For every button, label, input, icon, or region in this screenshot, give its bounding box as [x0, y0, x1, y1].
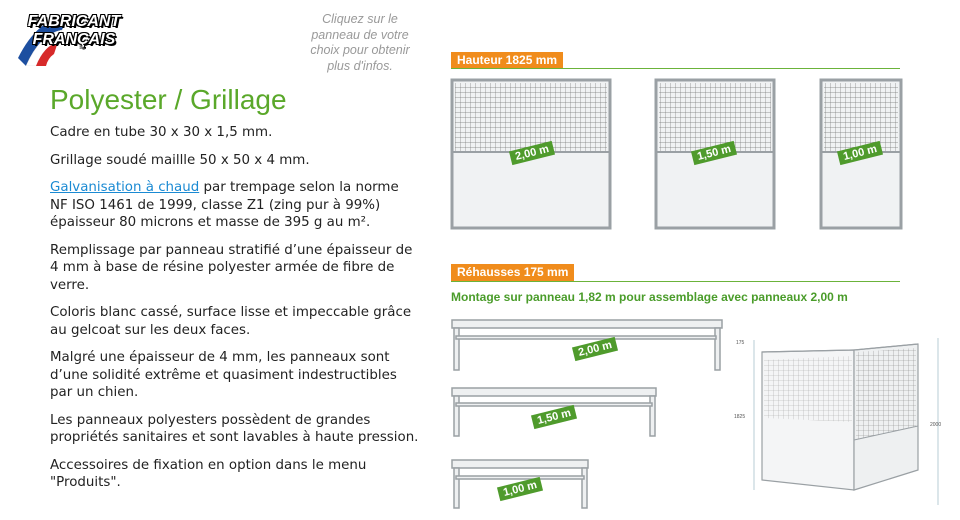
section-extension-divider — [451, 281, 900, 282]
product-description — [50, 124, 420, 502]
section-height-divider — [451, 68, 900, 69]
page-title: Polyester / Grillage — [50, 84, 287, 115]
desc-filling: Remplissage par panneau stratifié d’une épaisseur de 4 mm à base de résine polyester armée de fibre de verre. — [50, 242, 413, 293]
section-height-label: Hauteur 1825 mm — [451, 52, 563, 69]
extension-bars-drawing — [440, 310, 740, 520]
extension-1-5m-size-tag: 1,50 m — [531, 405, 577, 429]
panel-2m-size-tag: 2,00 m — [509, 141, 555, 165]
desc-mesh: Grillage soudé maillle 50 x 50 x 4 mm. — [50, 152, 310, 168]
fabricant-francais-logo — [18, 8, 130, 66]
logo-line-1: FABRICANT — [27, 13, 121, 30]
desc-galvanisation: Galvanisation à chaud par trempage selon la norme NF ISO 1461 de 1999, classe Z1 (zing pur à 99%) épaisseur 80 microns et masse de 395 g au m². — [50, 180, 399, 230]
desc-frame: Cadre en tube 30 x 30 x 1,5 mm. — [50, 125, 273, 140]
assembly-3d-diagram — [728, 330, 950, 515]
desc-color: Coloris blanc cassé, surface lisse et impeccable grâce au gelcoat sur les deux faces. — [50, 305, 412, 338]
galvanisation-link[interactable]: Galvanisation à chaud — [50, 180, 200, 195]
dim-2000-label: 2000 — [930, 422, 942, 428]
dim-175-label: 175 — [736, 340, 745, 346]
section-extension-label: Réhausses 175 mm — [451, 264, 574, 281]
dim-1825-label: 1825 — [734, 414, 746, 420]
desc-accessories: Accessoires de fixation en option dans le menu "Produits". — [50, 457, 367, 490]
logo-line-2: FRANÇAIS — [32, 31, 116, 48]
desc-strength: Malgré une épaisseur de 4 mm, les panneaux sont d’une solidité extrême et quasiment indestructibles par un chien. — [50, 350, 397, 400]
section-extension-subtitle: Montage sur panneau 1,82 m pour assemblage avec panneaux 2,00 m — [451, 290, 848, 304]
panel-1m-size-tag: 1,00 m — [837, 141, 883, 165]
desc-sanitary: Les panneaux polyesters possèdent de grandes propriétés sanitaires et sont lavables à haute pression. — [50, 412, 419, 445]
extension-2m-size-tag: 2,00 m — [572, 337, 618, 361]
extension-1m-size-tag: 1,00 m — [497, 477, 543, 501]
click-hint: Cliquez sur le panneau de votre choix pour obtenir plus d'infos. — [310, 12, 410, 73]
panel-1-5m-size-tag: 1,50 m — [691, 141, 737, 165]
